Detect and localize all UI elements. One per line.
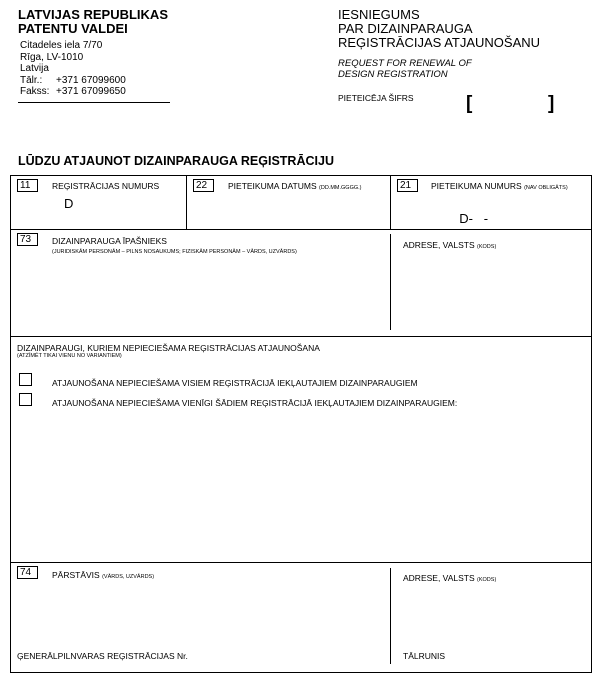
field-number-22: 22 <box>193 179 214 192</box>
field-number-73: 73 <box>17 233 38 246</box>
row1-divider-1 <box>186 175 187 229</box>
applicant-code-label: PIETEICĒJA ŠIFRS <box>338 93 414 103</box>
fax-value: +371 67099650 <box>56 86 126 97</box>
fax-label: Fakss: <box>20 86 50 97</box>
representative-label-text: PĀRSTĀVIS <box>52 570 100 580</box>
owner-address-label-text: ADRESE, VALSTS <box>403 240 475 250</box>
row1-divider-2 <box>390 175 391 229</box>
header-divider <box>18 102 170 103</box>
application-date-label-text: PIETEIKUMA DATUMS <box>228 181 317 191</box>
registration-number-field[interactable] <box>64 196 174 218</box>
representative-name-field[interactable] <box>16 584 384 644</box>
representative-label <box>52 570 154 580</box>
address-line1: Citadeles iela 7/70 <box>20 40 103 51</box>
form-title: LŪDZU ATJAUNOT DIZAINPARAUGA REĢISTRĀCIJU <box>18 154 334 168</box>
owner-name-field[interactable] <box>16 260 384 326</box>
application-date-label <box>228 181 361 191</box>
address-line3: Latvija <box>20 63 49 74</box>
renew-selected-label: ATJAUNOŠANA NEPIECIEŠAMA VIENĪGI ŠĀDIEM REĢISTRĀCIJĀ IEKĻAUTAJIEM DIZAINPARAUGIEM: <box>52 398 458 408</box>
phone-label: Tālr.: <box>20 74 43 86</box>
field-number-21: 21 <box>397 179 418 192</box>
office-title-line1: LATVIJAS REPUBLIKAS <box>18 7 168 22</box>
application-number-label-text: PIETEIKUMA NUMURS <box>431 181 522 191</box>
representative-address-field[interactable] <box>398 586 584 642</box>
owner-label: DIZAINPARAUGA ĪPAŠNIEKS <box>52 236 167 246</box>
applicant-code-field[interactable] <box>475 95 547 113</box>
application-number-label <box>431 181 568 191</box>
representative-divider <box>390 568 391 664</box>
request-title-english <box>338 58 538 80</box>
representative-hint: (VĀRDS, UZVĀRDS) <box>102 574 155 580</box>
application-number-prefix: D- - <box>459 211 489 226</box>
designs-bottom <box>10 562 592 563</box>
owner-address-hint: (KODS) <box>477 244 497 250</box>
office-header <box>18 8 178 36</box>
owner-address-label <box>403 240 496 250</box>
field-number-74: 74 <box>17 566 38 579</box>
registration-number-label: REĢISTRĀCIJAS NUMURS <box>52 181 160 191</box>
designs-label: DIZAINPARAUGI, KURIEM NEPIECIEŠAMA REĢISTRĀCIJAS ATJAUNOŠANA <box>17 343 320 353</box>
poa-number-label: ĢENERĀLPILNVARAS REĢISTRĀCIJAS Nr. <box>17 651 188 661</box>
bracket-close-icon: ] <box>548 93 555 114</box>
renew-selected-checkbox[interactable] <box>19 393 32 406</box>
owner-hint: (JURIDISKĀM PERSONĀM – PILNS NOSAUKUMS; FIZISKĀM PERSONĀM – VĀRDS, UZVĀRDS) <box>52 249 297 255</box>
application-number-field[interactable] <box>452 196 582 226</box>
request-header <box>338 8 598 50</box>
application-number-hint: (NAV OBLIGĀTS) <box>524 185 568 191</box>
renew-all-checkbox[interactable] <box>19 373 32 386</box>
application-date-hint: (DD.MM.GGGG.) <box>319 185 362 191</box>
selected-designs-field[interactable] <box>16 414 586 559</box>
representative-address-label <box>403 573 496 583</box>
representative-phone-field[interactable] <box>450 646 584 664</box>
bracket-open-icon: [ <box>466 93 473 114</box>
office-title-line2: PATENTU VALDEI <box>18 21 128 36</box>
phone-line <box>20 75 170 87</box>
address-line2: Rīga, LV-1010 <box>20 51 84 63</box>
request-title-line1: IESNIEGUMS <box>338 7 420 22</box>
owner-address-field[interactable] <box>398 254 584 328</box>
fax-line <box>20 86 170 98</box>
application-date-field[interactable] <box>200 196 380 218</box>
request-en-line2: DESIGN REGISTRATION <box>338 69 448 80</box>
owner-bottom <box>10 336 592 337</box>
representative-phone-label: TĀLRUNIS <box>403 651 446 661</box>
registration-number-prefix: D <box>64 196 74 211</box>
field-number-11: 11 <box>17 179 38 192</box>
office-address <box>20 40 170 98</box>
request-title-line3: REĢISTRĀCIJAS ATJAUNOŠANU <box>338 35 541 50</box>
owner-divider <box>390 234 391 330</box>
row1-bottom <box>10 229 592 230</box>
representative-address-label-text: ADRESE, VALSTS <box>403 573 475 583</box>
request-en-line1: REQUEST FOR RENEWAL OF <box>338 58 472 69</box>
poa-number-field[interactable] <box>198 646 384 664</box>
representative-address-hint: (KODS) <box>477 577 497 583</box>
designs-hint: (ATZĪMĒT TIKAI VIENU NO VARIANTIEM) <box>17 353 122 359</box>
request-title-line2: PAR DIZAINPARAUGA <box>338 21 473 36</box>
phone-value: +371 67099600 <box>56 74 126 86</box>
renew-all-label: ATJAUNOŠANA NEPIECIEŠAMA VISIEM REĢISTRĀCIJĀ IEKĻAUTAJIEM DIZAINPARAUGIEM <box>52 378 418 388</box>
